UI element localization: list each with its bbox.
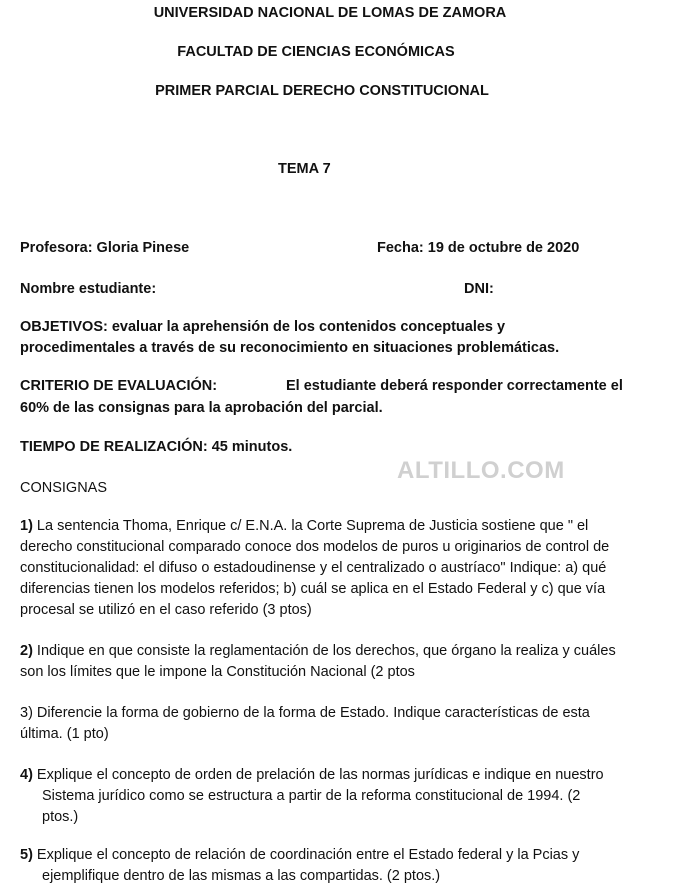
question-number: 2) (20, 643, 33, 659)
tema-label: TEMA 7 (278, 161, 331, 177)
exam-title: PRIMER PARCIAL DERECHO CONSTITUCIONAL (155, 83, 489, 99)
consignas-title: CONSIGNAS (20, 480, 108, 496)
question-3: 3) Diferencie la forma de gobierno de la forma de Estado. Indique características de esta última. (1 pto) (20, 705, 590, 742)
question-4: 4) Explique el concepto de orden de prelación de las normas jurídicas e indique en nuestro Sistema jurídico como se estructura a partir de la reforma constitucional de 1994. (2 ptos.) (20, 767, 604, 825)
criterio-text-1: El estudiante deberá responder correctamente el (286, 378, 623, 394)
objetivos-line-1: OBJETIVOS: evaluar la aprehensión de los contenidos conceptuales y (20, 319, 506, 335)
question-number: 5) (20, 847, 33, 863)
faculty-title: FACULTAD DE CIENCIAS ECONÓMICAS (177, 44, 455, 60)
objetivos-line-2: procedimentales a través de su reconocimiento en situaciones problemáticas. (20, 340, 560, 356)
university-title: UNIVERSIDAD NACIONAL DE LOMAS DE ZAMORA (153, 5, 507, 21)
question-number: 3) (20, 705, 33, 721)
question-number: 1) (20, 518, 33, 534)
tiempo-field: TIEMPO DE REALIZACIÓN: 45 minutos. (20, 439, 293, 455)
criterio-label: CRITERIO DE EVALUACIÓN: (20, 378, 218, 394)
fecha-field: Fecha: 19 de octubre de 2020 (377, 240, 580, 256)
question-5: 5) Explique el concepto de relación de coordinación entre el Estado federal y la Pcias y ejemplifique dentro de las mismas a las compartidas. (2 ptos.) (20, 847, 580, 884)
question-1: 1) La sentencia Thoma, Enrique c/ E.N.A. la Corte Suprema de Justicia sostiene que " el derecho constitucional comparado conoce dos modelos de puros u originarios de control de constitucionalidad: el difuso o estadoudinense y el centralizado o austríaco" Indique: a) qué diferencias tienen los modelos referidos; b) cuál se aplica en el Estado Federal y c) que vía procesal se utilizó en el caso referido (3 ptos) (20, 518, 610, 618)
watermark: ALTILLO.COM (397, 457, 565, 484)
profesora-field: Profesora: Gloria Pinese (20, 240, 190, 256)
question-number: 4) (20, 767, 33, 783)
criterio-text-2: 60% de las consignas para la aprobación del parcial. (20, 400, 383, 416)
question-2: 2) Indique en que consiste la reglamentación de los derechos, que órgano la realiza y cuáles son los límites que le impone la Constitución Nacional (2 ptos (20, 643, 616, 680)
dni-field: DNI: (464, 281, 494, 297)
nombre-field: Nombre estudiante: (20, 281, 157, 297)
